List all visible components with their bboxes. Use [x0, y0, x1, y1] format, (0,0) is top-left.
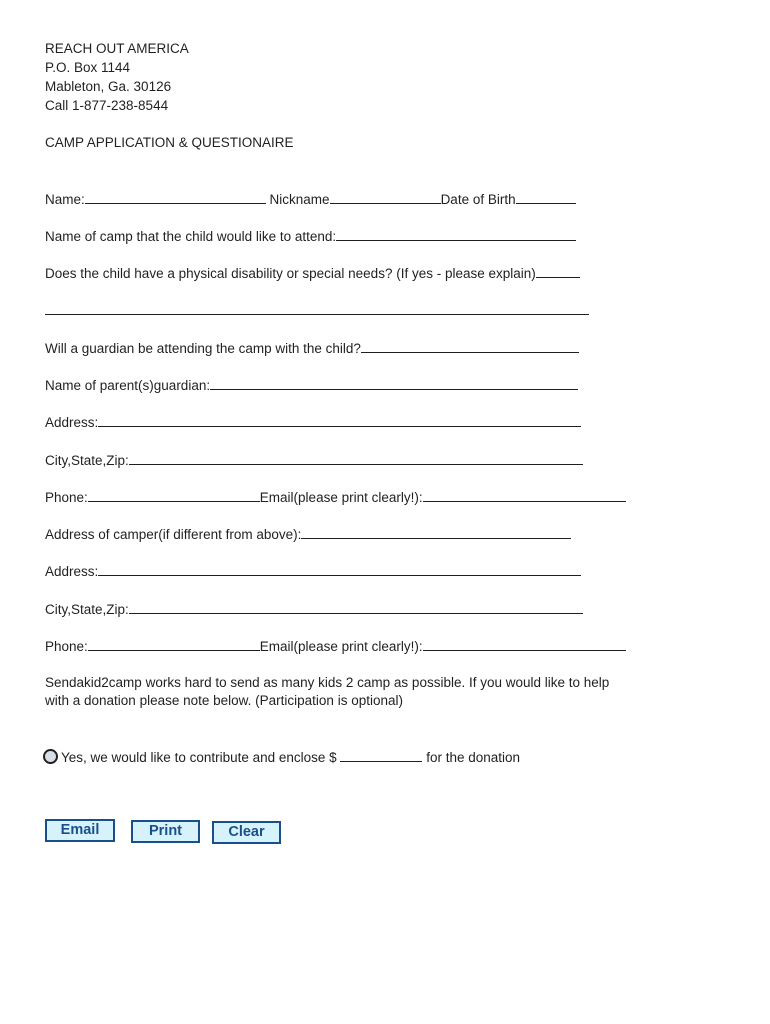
org-name: REACH OUT AMERICA [45, 41, 189, 56]
row-address2 [45, 563, 581, 580]
row-guardian-attending [45, 340, 579, 357]
row-disability [45, 265, 580, 282]
city-state-zip2-label: City,State,Zip: [45, 602, 129, 617]
parent-name-label: Name of parent(s)guardian: [45, 378, 211, 393]
name-label: Name: [45, 192, 85, 207]
phone-field[interactable] [88, 489, 260, 502]
nickname-field[interactable] [330, 191, 441, 204]
dob-field[interactable] [516, 191, 576, 204]
email-label: Email(please print clearly!): [259, 490, 423, 505]
email-button[interactable]: Email [45, 819, 115, 842]
row-city [45, 452, 583, 469]
row-camp [45, 228, 576, 245]
row-city2 [45, 601, 583, 618]
camp-name-field[interactable] [336, 228, 576, 241]
donation-text-line1: Sendakid2camp works hard to send as many kids 2 camp as possible. If you would like to help [45, 675, 610, 690]
donation-text-line2: with a donation please note below. (Participation is optional) [45, 693, 403, 708]
camper-address-field[interactable] [301, 526, 571, 539]
print-button[interactable]: Print [131, 820, 200, 843]
donation-option-label: Yes, we would like to contribute and enclose $ [61, 750, 337, 765]
address-label: Address: [45, 415, 99, 430]
city-state-zip2-field[interactable] [129, 601, 583, 614]
email-field[interactable] [423, 489, 626, 502]
row-address [45, 414, 581, 431]
guardian-attending-field[interactable] [361, 340, 579, 353]
disability-field[interactable] [536, 265, 580, 278]
address-line2: Mableton, Ga. 30126 [45, 79, 172, 94]
address-field[interactable] [98, 414, 581, 427]
row-camper-address [45, 526, 571, 543]
city-state-zip-label: City,State,Zip: [45, 453, 129, 468]
email2-field[interactable] [423, 638, 626, 651]
donation-option-suffix: for the donation [426, 750, 521, 765]
guardian-attending-label: Will a guardian be attending the camp with the child? [45, 341, 361, 356]
phone-label: Phone: [45, 490, 88, 505]
disability-label: Does the child have a physical disability or special needs? (If yes - please explain) [45, 266, 536, 281]
address2-field[interactable] [98, 563, 581, 576]
city-state-zip-field[interactable] [129, 452, 583, 465]
form-title: CAMP APPLICATION & QUESTIONAIRE [45, 135, 294, 150]
donation-radio[interactable] [43, 749, 58, 764]
dob-label: Date of Birth [440, 192, 516, 207]
row-donation-option [61, 749, 520, 766]
row-parent-name [45, 377, 578, 394]
donation-amount-field[interactable] [340, 749, 422, 762]
disability-explain-field[interactable] [45, 302, 589, 315]
phone-line: Call 1-877-238-8544 [45, 98, 169, 113]
nickname-label: Nickname [269, 192, 330, 207]
phone2-label: Phone: [45, 639, 88, 654]
camper-address-label: Address of camper(if different from above): [45, 527, 302, 542]
address2-label: Address: [45, 564, 99, 579]
name-field[interactable] [85, 191, 266, 204]
phone2-field[interactable] [88, 638, 260, 651]
row-phone-email [45, 489, 626, 506]
row-phone-email2 [45, 638, 626, 655]
parent-name-field[interactable] [210, 377, 578, 390]
address-line1: P.O. Box 1144 [45, 60, 131, 75]
email2-label: Email(please print clearly!): [259, 639, 423, 654]
clear-button[interactable]: Clear [212, 821, 281, 844]
camp-name-label: Name of camp that the child would like to attend: [45, 229, 337, 244]
row-name [45, 191, 576, 208]
